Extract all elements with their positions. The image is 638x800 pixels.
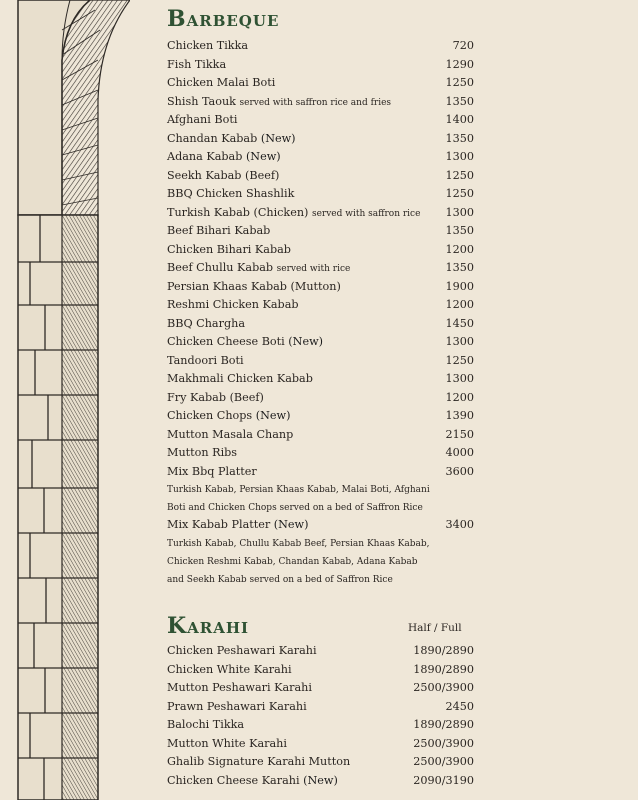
menu-item bbox=[167, 698, 607, 717]
item-name: Reshmi Chicken Kabab bbox=[167, 298, 299, 311]
item-name: Mutton Masala Chanp bbox=[167, 427, 294, 441]
item-name: Shish Taouk bbox=[167, 94, 236, 108]
item-price: 4000 bbox=[445, 446, 474, 459]
menu-item bbox=[167, 407, 607, 426]
item-note: served with rice bbox=[276, 264, 351, 274]
half-full-header: Half / Full bbox=[408, 622, 462, 634]
menu-item bbox=[167, 130, 607, 149]
menu-item bbox=[167, 74, 607, 93]
item-name: Fry Kabab (Beef) bbox=[167, 390, 264, 404]
menu-item bbox=[167, 661, 607, 680]
item-price: 1300 bbox=[445, 335, 474, 348]
item-price: 720 bbox=[452, 39, 474, 52]
item-name: BBQ Chicken Shashlik bbox=[167, 187, 295, 200]
item-price: 1350 bbox=[445, 94, 474, 108]
new-tag: (New) bbox=[273, 518, 309, 531]
item-name: Makhmali Chicken Kabab bbox=[167, 372, 313, 385]
item-price: 3600 bbox=[445, 464, 474, 478]
menu-item bbox=[167, 753, 607, 772]
item-note: served with saffron rice bbox=[311, 208, 421, 219]
menu-item bbox=[167, 370, 607, 389]
item-price: 1200 bbox=[445, 390, 474, 404]
item-note: served with saffron rice and fries bbox=[239, 97, 392, 108]
menu-item bbox=[167, 315, 607, 334]
item-price: 1900 bbox=[445, 279, 474, 293]
item-name: Chicken Malai Boti bbox=[167, 76, 276, 89]
karahi-title: Karahi bbox=[167, 613, 250, 639]
menu-item bbox=[167, 204, 607, 223]
menu-item bbox=[167, 93, 607, 112]
menu-item bbox=[167, 259, 607, 278]
menu-item bbox=[167, 389, 607, 408]
item-name: Mutton Ribs bbox=[167, 446, 238, 459]
menu-item bbox=[167, 278, 607, 297]
item-name: Beef Chullu Kabab bbox=[167, 261, 274, 274]
item-name: Fish Tikka bbox=[167, 57, 227, 71]
item-price: 1890/2890 bbox=[413, 718, 474, 731]
item-price: 2500/3900 bbox=[413, 755, 474, 768]
item-name: Chicken Bihari Kabab bbox=[167, 242, 291, 256]
menu-item bbox=[167, 426, 607, 445]
karahi-list bbox=[167, 642, 607, 790]
item-price: 1890/2890 bbox=[413, 644, 474, 657]
item-price: 1450 bbox=[445, 316, 474, 330]
new-tag: (New) bbox=[245, 150, 281, 163]
menu-item bbox=[167, 463, 607, 482]
menu-item bbox=[167, 37, 607, 56]
item-price: 1250 bbox=[445, 76, 474, 89]
item-price: 1290 bbox=[445, 57, 474, 71]
menu-item bbox=[167, 148, 607, 167]
item-name: Persian Khaas Kabab (Mutton) bbox=[167, 279, 341, 293]
menu-item bbox=[167, 735, 607, 754]
menu-item bbox=[167, 167, 607, 186]
new-tag: (New) bbox=[288, 335, 324, 348]
menu-item bbox=[167, 772, 607, 791]
menu-item bbox=[167, 444, 607, 463]
menu-item bbox=[167, 185, 607, 204]
item-price: 1250 bbox=[445, 168, 474, 182]
item-name: Chandan Kabab bbox=[167, 131, 258, 145]
item-price: 3400 bbox=[445, 518, 474, 531]
menu-item bbox=[167, 296, 607, 315]
mix-kabab-description: Turkish Kabab, Chullu Kabab Beef, Persian Khaas Kabab, Chicken Reshmi Kabab, Chandan Kabab, Adana Kabab and Seekh Kabab served on a bed of Saffron Rice bbox=[167, 539, 430, 585]
item-price: 1890/2890 bbox=[413, 662, 474, 676]
menu-item bbox=[167, 679, 607, 698]
new-tag: (New) bbox=[255, 409, 291, 422]
menu-item bbox=[167, 333, 607, 352]
item-name: Chicken White Karahi bbox=[167, 662, 292, 676]
new-tag: (New) bbox=[303, 773, 338, 787]
item-price: 1200 bbox=[445, 242, 474, 256]
item-price: 2150 bbox=[445, 427, 474, 441]
menu-item bbox=[167, 516, 607, 535]
menu-item bbox=[167, 642, 607, 661]
item-name: Balochi Tikka bbox=[167, 718, 245, 731]
item-name: Adana Kabab bbox=[167, 150, 243, 163]
item-name: Chicken Peshawari Karahi bbox=[167, 644, 317, 657]
barbeque-list bbox=[167, 37, 607, 481]
item-price: 1200 bbox=[445, 298, 474, 311]
item-price: 2500/3900 bbox=[413, 736, 474, 750]
barbeque-title: Barbeque bbox=[167, 6, 280, 32]
pillar-illustration bbox=[0, 0, 130, 800]
menu-item bbox=[167, 716, 607, 735]
item-price: 1400 bbox=[445, 113, 474, 126]
item-name: Chicken Tikka bbox=[167, 39, 249, 52]
menu-item bbox=[167, 111, 607, 130]
item-name: Beef Bihari Kabab bbox=[167, 224, 271, 237]
item-price: 1300 bbox=[445, 150, 474, 163]
item-price: 2090/3190 bbox=[413, 773, 474, 787]
item-name: Ghalib Signature Karahi Mutton bbox=[167, 755, 351, 768]
item-name: Chicken Cheese Karahi bbox=[167, 773, 300, 787]
item-name: Afghani Boti bbox=[167, 113, 238, 126]
mix-bbq-description: Turkish Kabab, Persian Khaas Kabab, Malai Boti, Afghani Boti and Chicken Chops served on a bed of Saffron Rice bbox=[167, 485, 430, 513]
item-price: 1300 bbox=[445, 372, 474, 385]
item-price: 2450 bbox=[445, 699, 474, 713]
item-name: Chicken Cheese Boti bbox=[167, 335, 285, 348]
item-name: BBQ Chargha bbox=[167, 316, 245, 330]
item-price: 1350 bbox=[445, 261, 474, 274]
menu-item bbox=[167, 352, 607, 371]
item-name: Turkish Kabab (Chicken) bbox=[167, 205, 309, 219]
item-name: Seekh Kabab (Beef) bbox=[167, 168, 280, 182]
item-name: Mutton Peshawari Karahi bbox=[167, 681, 312, 694]
item-name: Mix Kabab Platter bbox=[167, 518, 271, 531]
item-name: Prawn Peshawari Karahi bbox=[167, 699, 307, 713]
item-name: Mutton White Karahi bbox=[167, 736, 287, 750]
menu-item bbox=[167, 56, 607, 75]
item-price: 2500/3900 bbox=[413, 681, 474, 694]
item-name: Tandoori Boti bbox=[167, 353, 244, 367]
menu-item bbox=[167, 222, 607, 241]
item-price: 1390 bbox=[445, 409, 474, 422]
item-price: 1250 bbox=[445, 353, 474, 367]
item-price: 1350 bbox=[445, 131, 474, 145]
item-name: Mix Bbq Platter bbox=[167, 464, 257, 478]
item-price: 1350 bbox=[445, 224, 474, 237]
item-name: Chicken Chops bbox=[167, 409, 253, 422]
item-price: 1250 bbox=[445, 187, 474, 200]
item-price: 1300 bbox=[445, 205, 474, 219]
new-tag: (New) bbox=[260, 131, 296, 145]
menu-item bbox=[167, 241, 607, 260]
